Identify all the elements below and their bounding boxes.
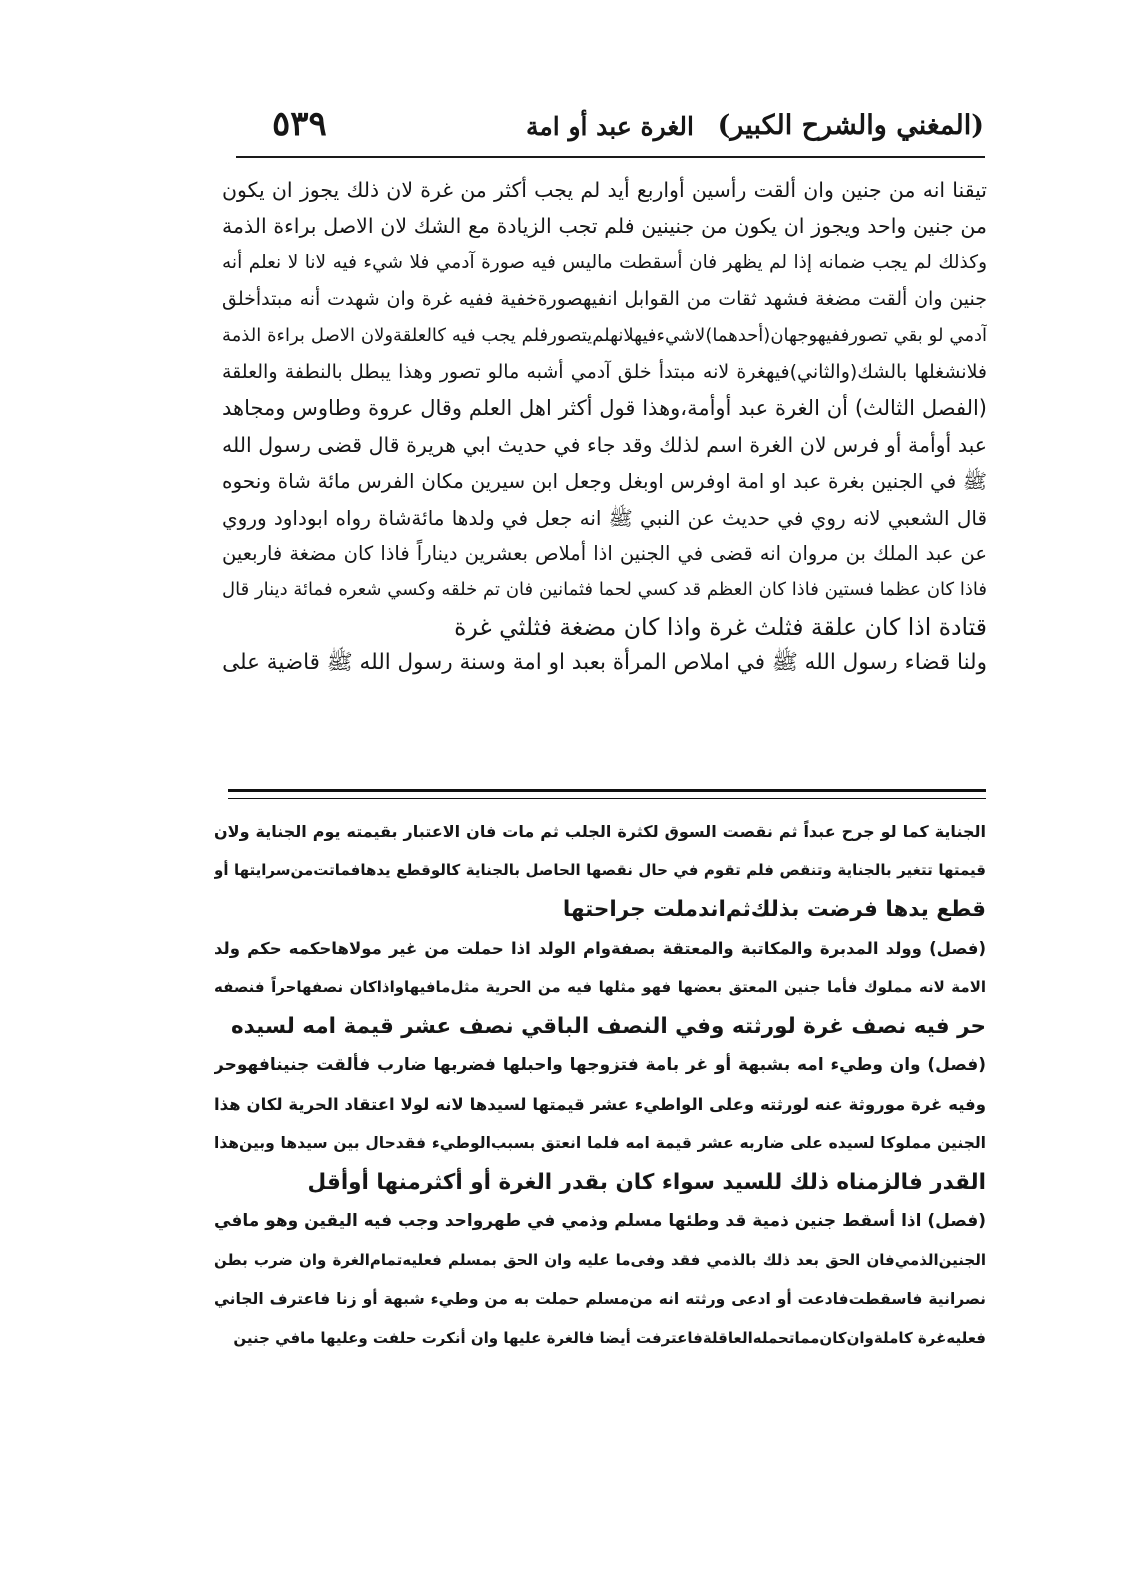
footnote-line: (فصل) اذا أسقط جنين ذمية قد وطئها مسلم وذمي في طهرواحد وجب فيه اليقين وهو مافي <box>214 1211 986 1231</box>
footnote-line: الجناية كما لو جرح عبداً ثم نقصت السوق لكثرة الجلب ثم مات فان الاعتبار بقيمته يوم الجناية ولان <box>214 822 986 841</box>
footnote-line: نصرانية فاسقطت‌فادعت أو ادعى ورثته انه من‌مسلم حملت به من وطيء شبهة أو زنا فاعترف الجاني <box>214 1290 986 1308</box>
footnote-line: الامة لانه مملوك فأما جنين المعتق بعضها فهو مثلها فيه من الحرية مثل‌مافيهاواذاكان نصفهاحراً فنصفه <box>214 978 986 996</box>
main-line: عبد أوأمة أو فرس لان الغرة اسم لذلك وقد جاء في حديث ابي هريرة قال قضى رسول الله <box>222 432 987 457</box>
footnote-separator <box>228 789 986 799</box>
header-rule <box>236 156 985 158</box>
main-line: فلانشغلها بالشك(والثاني)فيهغرة لانه مبتدأ خلق آدمي أشبه مالو تصور وهذا يبطل بالنطفة والعلقة <box>222 360 987 383</box>
main-line: آدمي لو بقي تصورففيهوجهان(أحدهما)لاشيءفيهلانهلم‌يتصورفلم يجب فيه كالعلقةولان الاصل براءة الذمة <box>222 324 987 346</box>
main-line: ولنا قضاء رسول الله ﷺ في املاص المرأة بعبد او امة وسنة رسول الله ﷺ قاضية على <box>222 650 987 676</box>
main-line: قتادة اذا كان علقة فثلث غرة واذا كان مضغة فثلثي غرة <box>454 612 987 641</box>
footnote-line: فعليه‌غرة كاملةوان‌كان‌مما‌تحمله‌العاقلة‌فاعترفت أيضا فالغرة عليها وان أنكرت حلفت وعليها مافي جنين <box>233 1329 986 1347</box>
footnote-line: الجنين‌الذمي‌فان الحق بعد ذلك بالذمي فقد وفى‌ما عليه وان الحق بمسلم فعليه‌تمام‌الغرة وان ضرب بطن <box>214 1251 986 1269</box>
main-line: تيقنا انه من جنين وان ألقت رأسين أواربع أيد لم يجب أكثر من غرة لان ذلك يجوز ان يكون <box>222 178 987 202</box>
main-line: من جنين واحد ويجوز ان يكون من جنينين فلم تجب الزيادة مع الشك لان الاصل براءة الذمة <box>222 214 987 239</box>
footnote-line: الجنين مملوكا لسيده على ضاربه عشر قيمة امه فلما انعتق بسبب‌الوطيء فقدحال بين سيدها وبين‌هذا <box>214 1134 986 1152</box>
chapter-title: الغرة عبد أو امة <box>526 112 694 141</box>
footnote-line: (فصل) وولد المدبرة والمكاتبة والمعتقة بصفةوام الولد اذا حملت من غير مولاهاحكمه حكم ولد <box>214 939 986 958</box>
footnote-text <box>214 812 986 1358</box>
page-header <box>236 104 984 150</box>
footnote-line: قيمتها تتغير بالجناية وتنقص فلم تقوم في حال نقصها الحاصل بالجناية كالوقطع يدهافماتت‌من‌سرايتها أو <box>214 861 986 879</box>
main-line: قال الشعبي لانه روي في حديث عن النبي ﷺ انه جعل في ولدها مائةشاة رواه ابوداود وروي <box>222 505 987 530</box>
book-title: (المغني والشرح الكبير) <box>717 110 984 141</box>
main-line: جنين وان ألقت مضغة فشهد ثقات من القوابل انفيهصورةخفية ففيه غرة وان شهدت أنه مبتدأخلق <box>222 288 987 311</box>
footnote-line: وفيه غرة موروثة عنه لورثته وعلى الواطيء عشر قيمتها لسيدها لانه لولا اعتقاد الحرية لكان هذا <box>214 1095 986 1114</box>
main-line: فاذا كان عظما فستين فاذا كان العظم قد كسي لحما فثمانين فان تم خلقه وكسي شعره فمائة دينار قال <box>222 579 987 601</box>
footnote-line: القدر فالزمناه ذلك للسيد سواء كان بقدر الغرة أو أكثرمنها أوأقل <box>307 1170 986 1195</box>
footnote-line: (فصل) وان وطيء امه بشبهة أو غر بامة فتزوجها واحبلها فضربها ضارب فألقت جنينافهوحر <box>214 1055 986 1075</box>
main-line: ﷺ في الجنين بغرة عبد او امة اوفرس اوبغل وجعل ابن سيرين مكان الفرس مائة شاة ونحوه <box>222 469 987 494</box>
main-line: (الفصل الثالث) أن الغرة عبد أوأمة،وهذا قول أكثر اهل العلم وقال عروة وطاوس ومجاهد <box>222 396 987 421</box>
main-text <box>222 172 987 681</box>
footnote-line: حر فيه نصف غرة لورثته وفي النصف الباقي نصف عشر قيمة امه لسيده <box>230 1014 986 1039</box>
main-line: وكذلك لم يجب ضمانه إذا لم يظهر فان أسقطت ماليس فيه صورة آدمي فلا شيء فيه لانا لا نعلم أنه <box>222 251 987 273</box>
main-line: عن عبد الملك بن مروان انه قضى في الجنين اذا أملاص بعشرين ديناراً فاذا كان مضغة فاربعين <box>222 541 987 565</box>
page-number: ٥٣٩ <box>272 104 327 144</box>
footnote-line: قطع يدها فرضت بذلك‌ثم‌اندملت جراحتها <box>562 897 986 922</box>
